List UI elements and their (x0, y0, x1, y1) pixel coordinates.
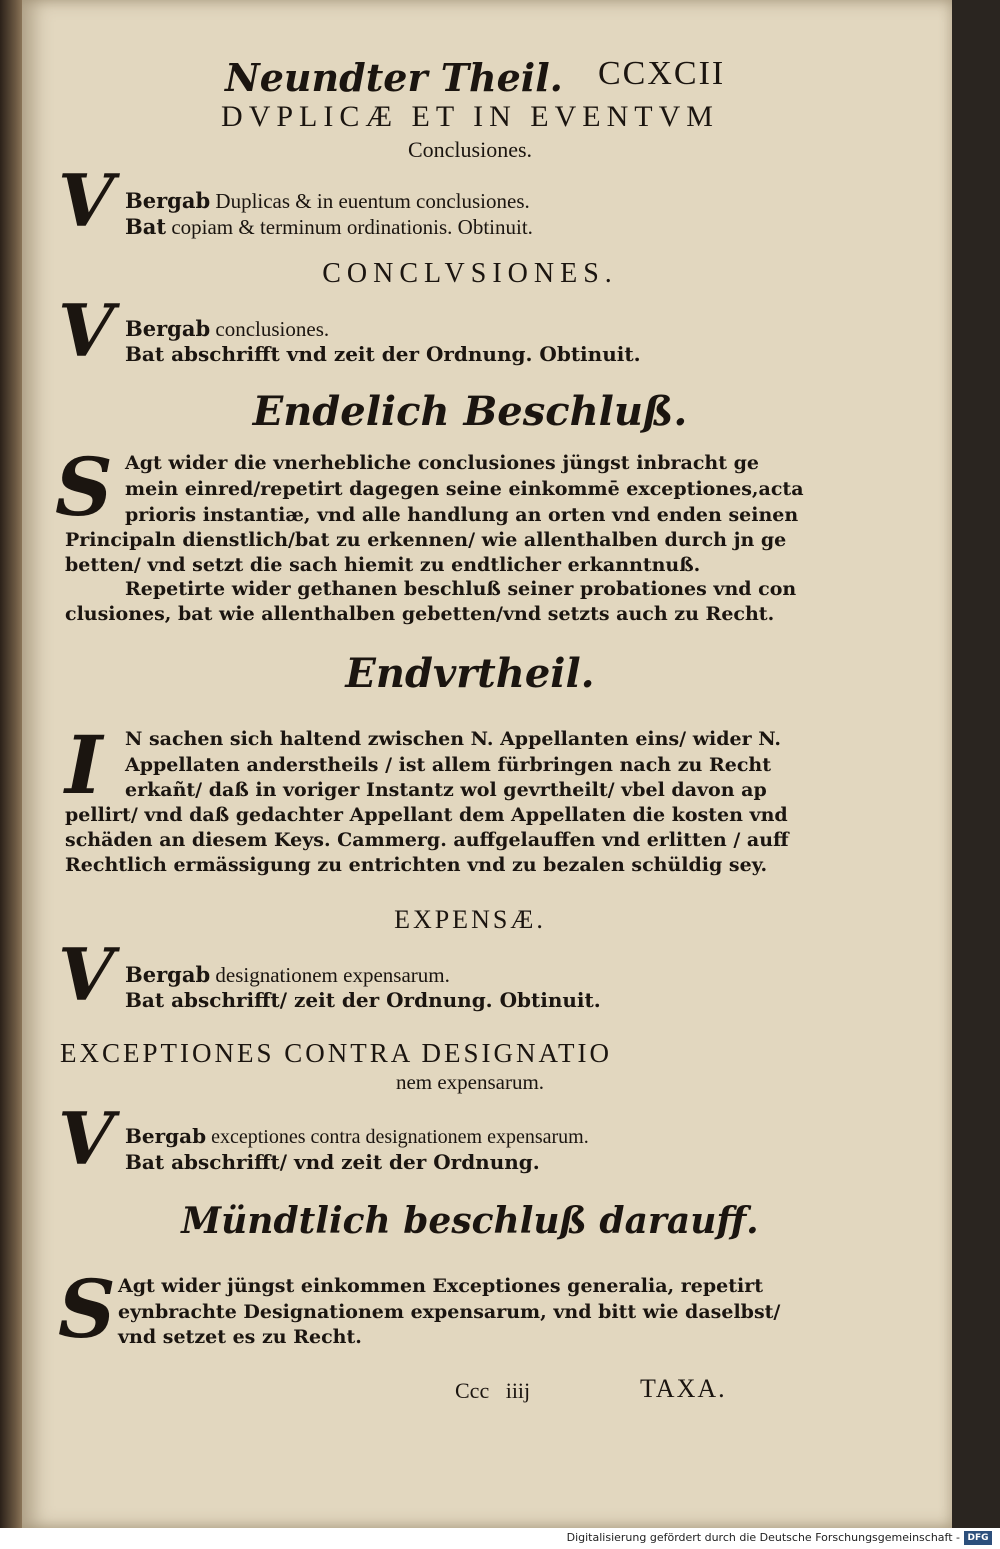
section-title-duplicae: DVPLICÆ ET IN EVENTVM (221, 100, 719, 133)
section-title-muendtlich: Mündtlich beschluß darauff. (181, 1200, 759, 1242)
body-line: prioris instantiæ, vnd alle handlung an orten vnd enden seinen (125, 504, 799, 526)
text-line: Bat abschrifft/ vnd zeit der Ordnung. (125, 1150, 540, 1174)
dropcap-s: S (55, 440, 113, 534)
dropcap-v: V (58, 1096, 114, 1181)
text-line: Bat abschrifft vnd zeit der Ordnung. Obtinuit. (125, 342, 641, 366)
body-line: Agt wider jüngst einkommen Exceptiones generalia, repetirt (118, 1275, 764, 1297)
text-line (125, 214, 533, 240)
text-line (125, 188, 530, 214)
latin-text: copiam & terminum ordinationis. Obtinuit. (171, 215, 533, 239)
section-subtitle-expensarum: nem expensarum. (395, 1070, 545, 1094)
folio-number: CCXCII (598, 55, 726, 92)
body-line: N sachen sich haltend zwischen N. Appellanten eins/ wider N. (125, 728, 782, 750)
body-line: schäden an diesem Keys. Cammerg. auffgelauffen vnd erlitten / auff (65, 829, 789, 851)
dropcap-v: V (58, 158, 114, 243)
dropcap-i: I (65, 718, 103, 812)
section-title-endvrtheil: Endvrtheil. (345, 650, 595, 697)
fraktur-word: Bergab (125, 962, 211, 987)
fraktur-word: Bergab (125, 1124, 207, 1148)
text-line (125, 1124, 589, 1149)
catchword: TAXA. (640, 1374, 727, 1403)
dropcap-v: V (58, 932, 114, 1017)
section-title-exceptiones: EXCEPTIONES CONTRA DESIGNATIO (60, 1038, 612, 1068)
dropcap-s: S (58, 1262, 116, 1356)
page-edge (952, 0, 1000, 1528)
body-line: erkañt/ daß in voriger Instantz wol gevrtheilt/ vbel davon ap (125, 779, 767, 801)
running-title: Neundter Theil. (225, 55, 563, 100)
body-line: betten/ vnd setzt die sach hiemit zu endtlicher erkanntnuß. (65, 554, 701, 576)
latin-text: exceptiones contra designationem expensarum. (211, 1126, 589, 1148)
fraktur-word: Bergab (125, 316, 211, 341)
text-line: Bat abschrifft/ zeit der Ordnung. Obtinuit. (125, 988, 601, 1012)
section-title-beschluss: Endelich Beschluß. (252, 388, 688, 435)
body-line: Agt wider die vnerhebliche conclusiones jüngst inbracht ge (125, 452, 759, 474)
body-line: pellirt/ vnd daß gedachter Appellant dem Appellaten die kosten vnd (65, 804, 788, 826)
latin-text: designationem expensarum. (215, 963, 450, 987)
section-title-expensae: EXPENSÆ. (394, 905, 546, 934)
body-line: Principaln dienstlich/bat zu erkennen/ wie allenthalben durch jn ge (65, 529, 787, 551)
book-spine (0, 0, 22, 1528)
section-subtitle-conclusiones: Conclusiones. (407, 137, 533, 162)
body-line: clusiones, bat wie allenthalben gebetten/vnd setzts auch zu Recht. (65, 603, 775, 625)
section-title-conclusiones: CONCLVSIONES. (322, 258, 618, 289)
body-line: mein einred/repetirt dagegen seine einkommē exceptiones,acta (125, 478, 804, 500)
text-line (125, 962, 450, 988)
signature-mark: Ccc iiij (455, 1378, 531, 1403)
body-line: Appellaten anderstheils / ist allem fürbringen nach zu Recht (125, 754, 771, 776)
body-line: Repetirte wider gethanen beschluß seiner probationes vnd con (125, 578, 797, 600)
body-line: vnd setzet es zu Recht. (118, 1326, 362, 1348)
latin-text: Duplicas & in euentum conclusiones. (215, 189, 530, 213)
dropcap-v: V (58, 288, 114, 373)
body-line: Rechtlich ermässigung zu entrichten vnd zu bezalen schüldig sey. (65, 854, 768, 876)
fraktur-word: Bergab (125, 188, 211, 213)
latin-text: conclusiones. (215, 317, 330, 341)
credit-text: Digitalisierung gefördert durch die Deutsche Forschungsgemeinschaft - (566, 1531, 960, 1544)
fraktur-word: Bat (125, 214, 167, 239)
text-line (125, 316, 329, 342)
dfg-logo: DFG (964, 1531, 992, 1545)
body-line: eynbrachte Designationem expensarum, vnd bitt wie daselbst/ (118, 1301, 781, 1323)
